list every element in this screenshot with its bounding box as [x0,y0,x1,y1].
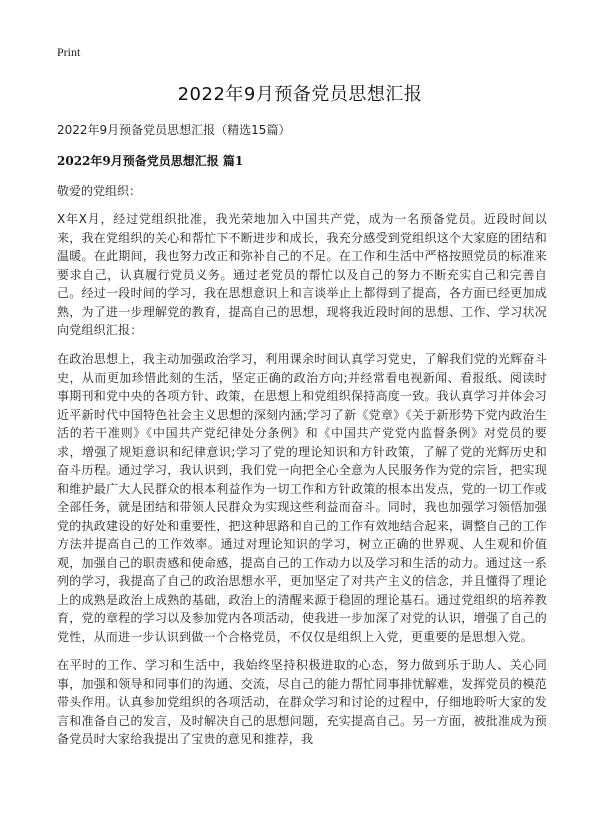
section-heading: 2022年9月预备党员思想汇报 篇1 [57,154,244,168]
document-subtitle: 2022年9月预备党员思想汇报（精选15篇） [57,123,291,137]
page-title: 2022年9月预备党员思想汇报 [177,84,423,105]
paragraph-1: X年X月，经过党组织批准，我光荣地加入中国共产党，成为一名预备党员。近段时间以来，我在党组织的关心和帮忙下不断进步和成长，我充分感受到党组织这个大家庭的团结和温暖。在此期间，我也努力改正和弥补自己的不足。在工作和生活中严格按照党员的标准来要求自己，认真履行党员义务。通过老党员的帮忙以及自己的努力不断充实自己和完善自己。经过一段时间的学习，我在思想意识上和言谈举止上都得到了提高，各方面已经更加成熟，为了进一步理解党的教育，提高自己的思想，现将我近段时间的思想、工作、学习状况向党组织汇报： [57,212,547,337]
paragraph-3: 在平时的工作、学习和生活中，我始终坚持积极进取的心态，努力做到乐于助人、关心同事，加强和领导和同事们的沟通、交流，尽自己的能力帮忙同事排忧解难，发挥党员的模范带头作用。认真参加党组织的各项活动，在群众学习和讨论的过程中，仔细地聆听大家的发言和准备自己的发言，及时解决自己的思想问题，充实提高自己。另一方面，被批准成为预备党员时大家给我提出了宝贵的意见和推荐，我 [57,658,547,746]
greeting-text: 敬爱的党组织： [57,184,142,198]
print-link[interactable]: Print [57,45,81,59]
paragraph-2: 在政治思想上，我主动加强政治学习，利用课余时间认真学习党史，了解我们党的光辉奋斗史，从而更加珍惜此刻的生活，坚定正确的政治方向;并经常看电视新闻、看报纸、阅读时事期刊和党中央的各项方针、政策，在思想上和党组织保持高度一致。我认真学习并体会习近平新时代中国特色社会主义思想的深刻内涵;学习了新《党章》《关于新形势下党内政治生活的若干准则》《中国共产党纪律处分条例》和《中国共产党党内监督条例》对党员的要求，增强了规矩意识和纪律意识;学习了党的理论知识和方针政策，了解了党的光辉历史和奋斗历程。通过学习，我认识到，我们党一向把全心全意为人民服务作为党的宗旨，把实现和维护最广大人民群众的根本利益作为一切工作和方针政策的根本出发点，党的一切工作或全部任务，就是团结和带领人民群众为实现这些利益而奋斗。同时，我也加强学习领悟加强党的执政建设的好处和重要性，把这种思路和自己的工作有效地结合起来，调整自己的工作方法并提高自己的工作效率。通过对理论知识的学习，树立正确的世界观、人生观和价值观，加强自己的职责感和使命感，提高自己的工作动力以及学习和生活的动力。通过这一系列的学习，我提高了自己的政治思想水平，更加坚定了对共产主义的信念，并且懂得了理论上的成熟是政治上成熟的基础，政治上的清醒来源于稳固的理论基石。通过党组织的培养教育，党的章程的学习以及参加党内各项活动，使我进一步加深了对党的认识，增强了自己的党性，从而进一步认识到做一个合格党员，不仅仅是组织上入党，更重要的是思想入党。 [57,352,547,644]
